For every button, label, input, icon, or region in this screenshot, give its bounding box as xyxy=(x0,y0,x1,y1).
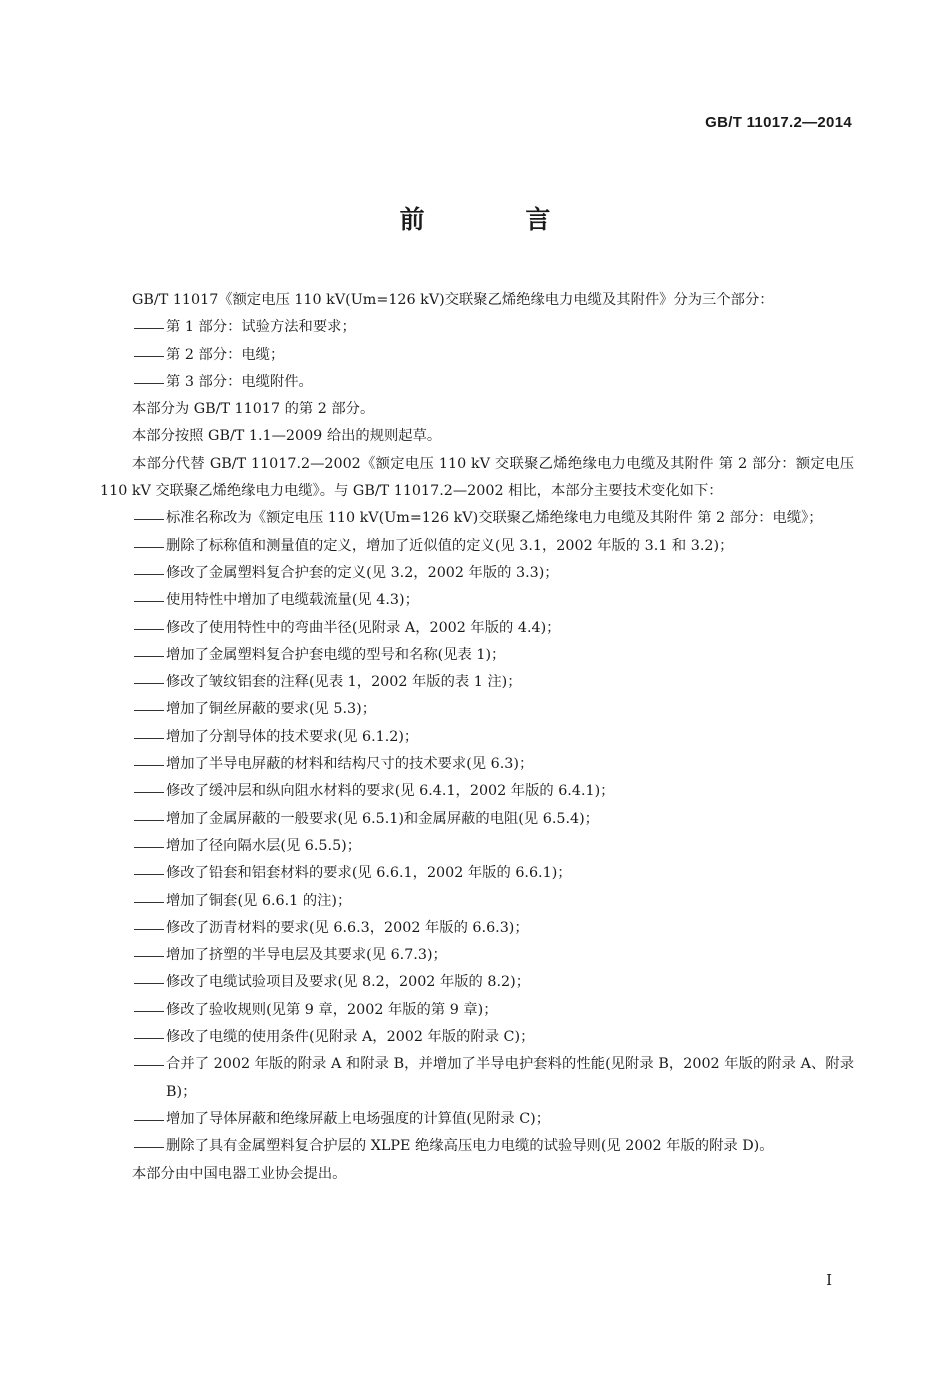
page-number: I xyxy=(826,1271,832,1289)
list-item: 修改了金属塑料复合护套的定义(见 3.2，2002 年版的 3.3)； xyxy=(166,564,559,581)
list-item: 第 1 部分：试验方法和要求； xyxy=(166,319,356,336)
parts-list xyxy=(100,314,854,396)
list-item: 修改了铅套和铝套材料的要求(见 6.6.1，2002 年版的 6.6.1)； xyxy=(166,865,572,882)
list-item: 修改了沥青材料的要求(见 6.6.3，2002 年版的 6.6.3)； xyxy=(166,919,529,936)
list-item: 修改了皱纹铝套的注释(见表 1，2002 年版的表 1 注)； xyxy=(166,674,522,691)
proposed-paragraph: 本部分由中国电器工业协会提出。 xyxy=(132,1165,347,1182)
list-item: 修改了缓冲层和纵向阻水材料的要求(见 6.4.1，2002 年版的 6.4.1)； xyxy=(166,783,615,800)
list-item: 修改了电缆的使用条件(见附录 A，2002 年版的附录 C)； xyxy=(166,1029,535,1046)
foreword-body xyxy=(100,287,854,1188)
changes-list xyxy=(100,505,854,1160)
list-item: 增加了铜套(见 6.6.1 的注)； xyxy=(166,892,352,909)
standard-code: GB/T 11017.2—2014 xyxy=(705,114,852,131)
list-item: 增加了挤塑的半导电层及其要求(见 6.7.3)； xyxy=(166,947,447,964)
list-item: 增加了金属屏蔽的一般要求(见 6.5.1)和金属屏蔽的电阻(见 6.5.4)； xyxy=(166,810,599,827)
replaces-paragraph: 本部分代替 GB/T 11017.2—2002《额定电压 110 kV 交联聚乙烯绝缘电力电缆及其附件 第 2 部分：额定电压 110 kV 交联聚乙烯绝缘电力电缆》。与 GB/T 11017.2—2002 相比，本部分主要技术变化如下： xyxy=(100,455,854,500)
list-item: 增加了铜丝屏蔽的要求(见 5.3)； xyxy=(166,701,376,718)
list-item: 修改了使用特性中的弯曲半径(见附录 A，2002 年版的 4.4)； xyxy=(166,619,561,636)
list-item: 增加了径向隔水层(见 6.5.5)； xyxy=(166,837,362,854)
list-item: 修改了电缆试验项目及要求(见 8.2，2002 年版的 8.2)； xyxy=(166,974,530,991)
drafting-paragraph: 本部分按照 GB/T 1.1—2009 给出的规则起草。 xyxy=(132,428,442,445)
list-item: 使用特性中增加了电缆载流量(见 4.3)； xyxy=(166,592,419,609)
list-item: 删除了标称值和测量值的定义，增加了近似值的定义(见 3.1，2002 年版的 3.1 和 3.2)； xyxy=(166,537,734,554)
list-item: 第 3 部分：电缆附件。 xyxy=(166,373,313,390)
intro-paragraph: GB/T 11017《额定电压 110 kV(Um=126 kV)交联聚乙烯绝缘电力电缆及其附件》分为三个部分： xyxy=(132,292,774,308)
list-item: 增加了导体屏蔽和绝缘屏蔽上电场强度的计算值(见附录 C)； xyxy=(166,1110,551,1127)
page-title: 前 言 xyxy=(399,205,597,234)
list-item: 增加了分割导体的技术要求(见 6.1.2)； xyxy=(166,728,419,745)
list-item: 删除了具有金属塑料复合护层的 XLPE 绝缘高压电力电缆的试验导则(见 2002 年版的附录 D)。 xyxy=(166,1138,774,1155)
list-item: 修改了验收规则(见第 9 章，2002 年版的第 9 章)； xyxy=(166,1001,498,1018)
part-of-paragraph: 本部分为 GB/T 11017 的第 2 部分。 xyxy=(132,401,375,418)
list-item: 增加了金属塑料复合护套电缆的型号和名称(见表 1)； xyxy=(166,646,506,663)
list-item: 合并了 2002 年版的附录 A 和附录 B，并增加了半导电护套料的性能(见附录 B，2002 年版的附录 A、附录 B)； xyxy=(166,1056,854,1100)
list-item: 增加了半导电屏蔽的材料和结构尺寸的技术要求(见 6.3)； xyxy=(166,756,534,773)
list-item: 标准名称改为《额定电压 110 kV(Um=126 kV)交联聚乙烯绝缘电力电缆及其附件 第 2 部分：电缆》； xyxy=(166,510,823,527)
list-item: 第 2 部分：电缆； xyxy=(166,346,285,363)
